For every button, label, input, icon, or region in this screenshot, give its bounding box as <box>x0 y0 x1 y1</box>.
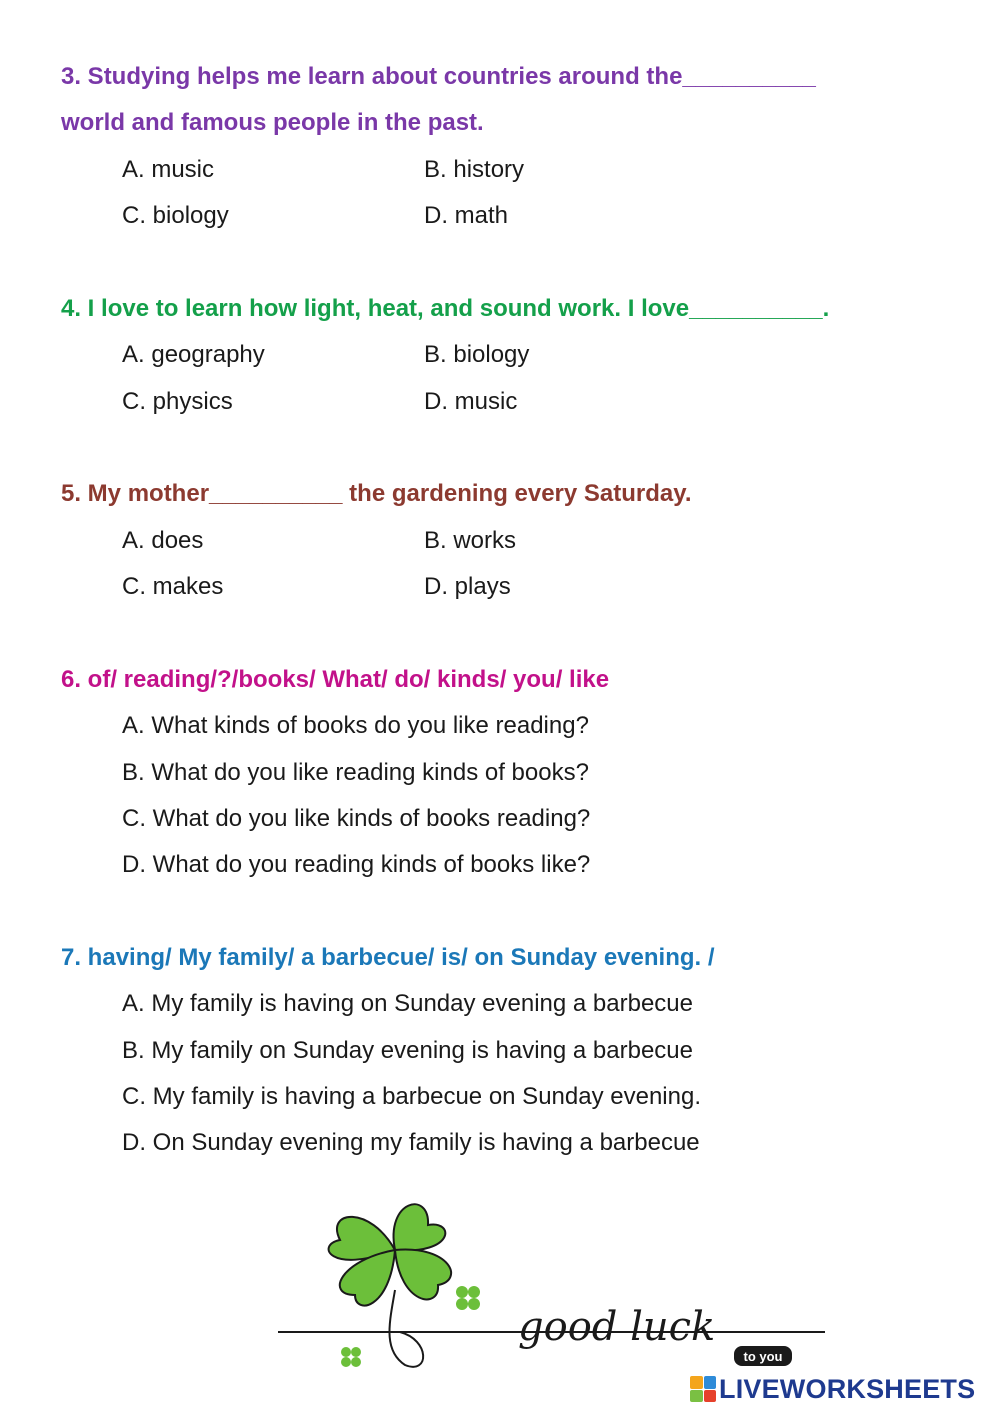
liveworksheets-wordmark: LIVEWORKSHEETS <box>719 1373 976 1404</box>
question-3-text-continued: world and famous people in the past. <box>61 109 484 136</box>
q7-option-d[interactable]: D. On Sunday evening my family is having a barbecue <box>122 1129 700 1156</box>
q7-option-b[interactable]: B. My family on Sunday evening is having a barbecue <box>122 1037 693 1064</box>
question-4-text: 4. I love to learn how light, heat, and sound work. I love__________. <box>61 295 830 322</box>
q5-option-c[interactable]: C. makes <box>122 573 224 600</box>
small-clover-icon <box>341 1347 361 1367</box>
q5-option-d[interactable]: D. plays <box>424 573 511 600</box>
q3-option-a[interactable]: A. music <box>122 156 215 183</box>
good-luck-clover-illustration <box>270 1180 840 1380</box>
q5-option-b[interactable]: B. works <box>424 527 517 554</box>
q6-option-c[interactable]: C. What do you like kinds of books reading? <box>122 805 591 832</box>
q4-option-a[interactable]: A. geography <box>122 341 265 368</box>
clover-stem <box>389 1290 423 1367</box>
to-you-text: to you <box>743 1349 783 1364</box>
question-6-text: 6. of/ reading/?/books/ What/ do/ kinds/ you/ like <box>61 666 610 693</box>
liveworksheets-logo <box>690 1372 975 1406</box>
small-clover-icon <box>456 1286 480 1310</box>
q3-option-b[interactable]: B. history <box>424 156 525 183</box>
q6-option-d[interactable]: D. What do you reading kinds of books like? <box>122 851 591 878</box>
q6-option-a[interactable]: A. What kinds of books do you like reading? <box>122 712 589 739</box>
q5-option-a[interactable]: A. does <box>122 527 204 554</box>
question-3-text: 3. Studying helps me learn about countries around the__________ <box>61 63 816 90</box>
q3-option-d[interactable]: D. math <box>424 202 509 229</box>
four-leaf-clover-icon <box>329 1204 452 1305</box>
q4-option-d[interactable]: D. music <box>424 388 518 415</box>
question-5-text: 5. My mother__________ the gardening every Saturday. <box>61 480 692 507</box>
question-7-text: 7. having/ My family/ a barbecue/ is/ on Sunday evening. / <box>61 944 715 971</box>
q7-option-c[interactable]: C. My family is having a barbecue on Sunday evening. <box>122 1083 701 1110</box>
q4-option-c[interactable]: C. physics <box>122 388 233 415</box>
q4-option-b[interactable]: B. biology <box>424 341 530 368</box>
good-luck-script: good luck <box>518 1304 716 1350</box>
q7-option-a[interactable]: A. My family is having on Sunday evening a barbecue <box>122 990 693 1017</box>
liveworksheets-logo-icon <box>690 1376 716 1402</box>
q3-option-c[interactable]: C. biology <box>122 202 229 229</box>
q6-option-b[interactable]: B. What do you like reading kinds of books? <box>122 759 589 786</box>
